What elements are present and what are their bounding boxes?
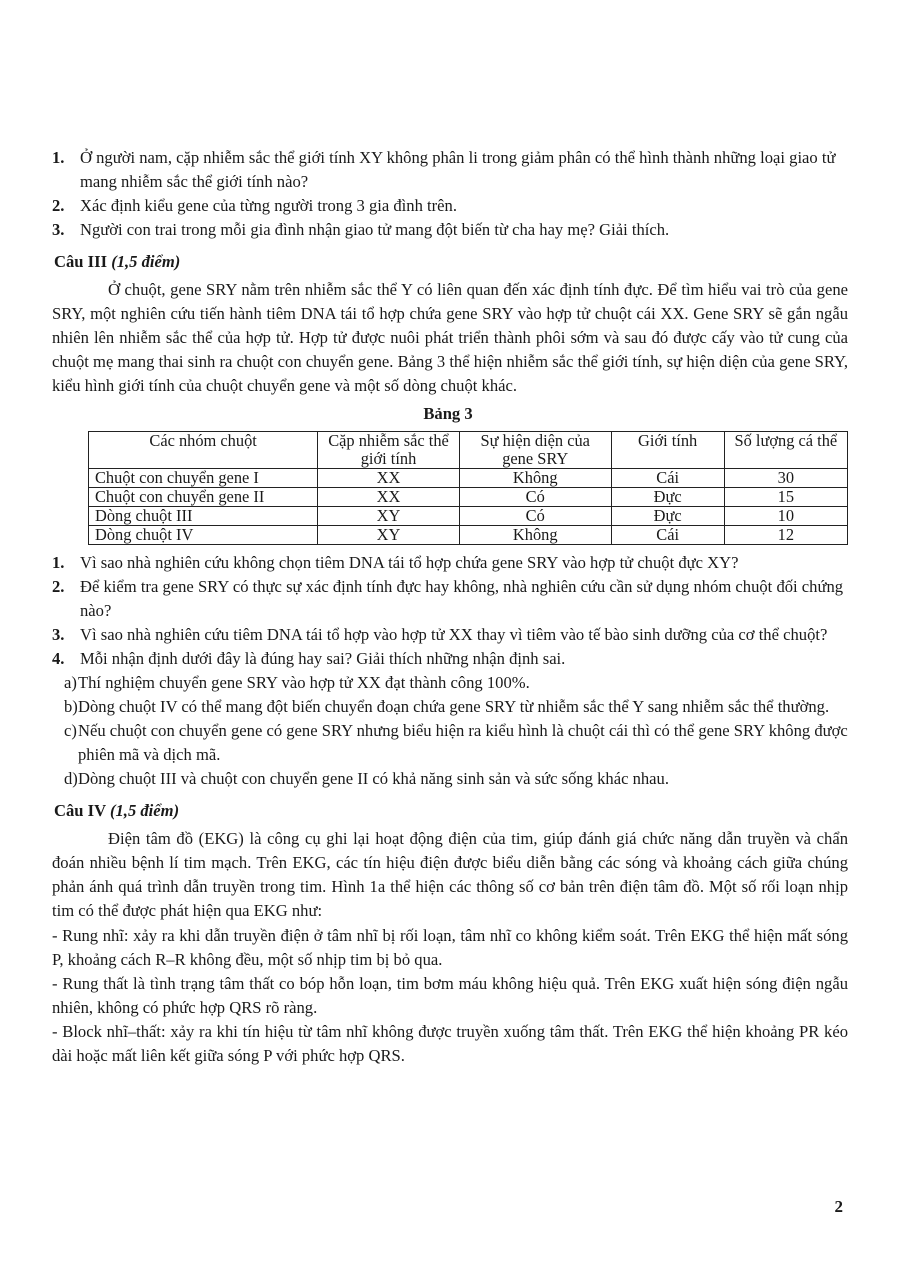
table-cell: Đực xyxy=(611,487,724,506)
table-cell: 30 xyxy=(724,468,847,487)
section-heading-cau3 xyxy=(54,250,848,274)
statement-label: c) xyxy=(64,721,77,741)
page-number: 2 xyxy=(834,1197,843,1217)
table-header: Các nhóm chuột xyxy=(89,431,318,468)
table-caption: Bảng 3 xyxy=(423,404,473,424)
table-cell: XY xyxy=(318,525,460,544)
table-cell: Chuột con chuyển gene II xyxy=(89,487,318,506)
table-cell: Cái xyxy=(611,525,724,544)
question-number: 1. xyxy=(52,552,65,572)
question-item xyxy=(48,218,848,242)
statement-text: Nếu chuột con chuyển gene có gene SRY nhưng biểu hiện ra kiểu hình là chuột cái thì có thể gene SRY không được phiên mã và dịch mã. xyxy=(78,721,848,765)
table-cell: 10 xyxy=(724,506,847,525)
section-title: Câu III xyxy=(54,252,108,272)
table-header: Số lượng cá thể xyxy=(724,431,847,468)
table-cell: Không xyxy=(459,468,611,487)
table-cell: XX xyxy=(318,468,460,487)
question-item xyxy=(48,623,848,647)
bullet-item: - Rung nhĩ: xảy ra khi dẫn truyền điện ở tâm nhĩ bị rối loạn, tâm nhĩ co không kiểm soát. Trên EKG thể hiện mất sóng P, khoảng cách R–R không đều, một số nhịp tim bị bỏ qua. xyxy=(52,925,848,969)
data-table xyxy=(88,431,848,545)
table-row xyxy=(89,487,848,506)
bullet-item: - Block nhĩ–thất: xảy ra khi tín hiệu từ tâm nhĩ không được truyền xuống tâm thất. Trên EKG thể hiện khoảng PR kéo dài hoặc mất liên kết giữa sóng P với phức hợp QRS. xyxy=(52,1021,848,1065)
question-text: Mỗi nhận định dưới đây là đúng hay sai? Giải thích những nhận định sai. xyxy=(80,648,566,668)
question-item xyxy=(48,551,848,575)
section-intro: Ở chuột, gene SRY nằm trên nhiễm sắc thể Y có liên quan đến xác định tính đực. Để tìm hiểu vai trò của gene SRY, một nghiên cứu tiến hành tiêm DNA tái tổ hợp chứa gene SRY vào hợp tử chuột cái XX. Gene SRY sẽ gắn ngẫu nhiên lên nhiễm sắc thể của hợp tử. Hợp tử được nuôi phát triển thành phôi sớm và sau đó được cấy vào tử cung của chuột mẹ mang thai sinh ra chuột con chuyển gene. Bảng 3 thể hiện nhiễm sắc thể giới tính, sự hiện diện của gene SRY, kiểu hình giới tính của chuột chuyển gene và một số dòng chuột khác. xyxy=(52,280,848,396)
statement-item xyxy=(48,767,848,791)
section-heading-cau4 xyxy=(54,799,848,823)
statement-text: Thí nghiệm chuyển gene SRY vào hợp tử XX đạt thành công 100%. xyxy=(78,673,530,693)
statement-label: b) xyxy=(64,697,78,717)
question-number: 2. xyxy=(52,196,65,216)
question-text: Để kiểm tra gene SRY có thực sự xác định tính đực hay không, nhà nghiên cứu cần sử dụng nhóm chuột đối chứng nào? xyxy=(80,576,844,620)
table-cell: XX xyxy=(318,487,460,506)
question-text: Xác định kiểu gene của từng người trong 3 gia đình trên. xyxy=(80,196,457,216)
question-text: Vì sao nhà nghiên cứu tiêm DNA tái tổ hợp vào hợp tử XX thay vì tiêm vào tế bào sinh dưỡng của cơ thể chuột? xyxy=(80,624,828,644)
statement-text: Dòng chuột III và chuột con chuyển gene II có khả năng sinh sản và sức sống khác nhau. xyxy=(78,769,669,789)
statement-item xyxy=(48,695,848,719)
bullet-item: - Rung thất là tình trạng tâm thất co bóp hỗn loạn, tim bơm máu không hiệu quả. Trên EKG xuất hiện sóng điện ngẫu nhiên, không có phức hợp QRS rõ ràng. xyxy=(52,973,848,1017)
section-intro: Điện tâm đồ (EKG) là công cụ ghi lại hoạt động điện của tim, giúp đánh giá chức năng dẫn truyền và chẩn đoán nhiều bệnh lí tim mạch. Trên EKG, các tín hiệu điện được biểu diễn bằng các sóng và khoảng cách giữa chúng phản ánh quá trình dẫn truyền trong tim. Hình 1a thể hiện các thông số cơ bản trên điện tâm đồ. Một số rối loạn nhịp tim có thể được phát hiện qua EKG như: xyxy=(52,829,848,921)
statement-label: d) xyxy=(64,769,78,789)
table-header-row xyxy=(89,431,848,468)
table-header: Cặp nhiễm sắc thể giới tính xyxy=(318,431,460,468)
table-cell: 12 xyxy=(724,525,847,544)
statement-item xyxy=(48,719,848,767)
table-cell: XY xyxy=(318,506,460,525)
question-number: 4. xyxy=(52,648,65,668)
question-number: 3. xyxy=(52,220,65,240)
question-text: Vì sao nhà nghiên cứu không chọn tiêm DNA tái tổ hợp chứa gene SRY vào hợp tử chuột đực XY? xyxy=(80,552,739,572)
question-item xyxy=(48,194,848,218)
section-points: (1,5 điểm) xyxy=(109,801,180,821)
table-cell: Dòng chuột III xyxy=(89,506,318,525)
question-number: 1. xyxy=(52,148,65,167)
table-header: Sự hiện diện của gene SRY xyxy=(459,431,611,468)
statement-item xyxy=(48,671,848,695)
section-title: Câu IV xyxy=(54,801,106,821)
question-item xyxy=(48,575,848,623)
section-points: (1,5 điểm) xyxy=(111,252,181,272)
table-cell: Đực xyxy=(611,506,724,525)
question-item xyxy=(48,647,848,671)
table-cell: Dòng chuột IV xyxy=(89,525,318,544)
table-row xyxy=(89,468,848,487)
table-cell: Không xyxy=(459,525,611,544)
table-cell: Có xyxy=(459,487,611,506)
table-row xyxy=(89,525,848,544)
table-cell: 15 xyxy=(724,487,847,506)
table-cell: Cái xyxy=(611,468,724,487)
question-number: 2. xyxy=(52,576,65,596)
table-header: Giới tính xyxy=(611,431,724,468)
table-row xyxy=(89,506,848,525)
question-number: 3. xyxy=(52,624,65,644)
document-page xyxy=(48,146,848,1068)
question-text: Người con trai trong mỗi gia đình nhận giao tử mang đột biến từ cha hay mẹ? Giải thích. xyxy=(80,220,670,240)
statement-label: a) xyxy=(64,673,77,693)
statement-text: Dòng chuột IV có thể mang đột biến chuyển đoạn chứa gene SRY từ nhiễm sắc thể Y sang nhiễm sắc thể thường. xyxy=(78,697,830,717)
table-cell: Chuột con chuyển gene I xyxy=(89,468,318,487)
table-cell: Có xyxy=(459,506,611,525)
question-text: Ở người nam, cặp nhiễm sắc thể giới tính XY không phân li trong giảm phân có thể hình thành những loại giao tử mang nhiễm sắc thể giới tính nào? xyxy=(80,148,836,192)
question-item xyxy=(48,146,848,194)
